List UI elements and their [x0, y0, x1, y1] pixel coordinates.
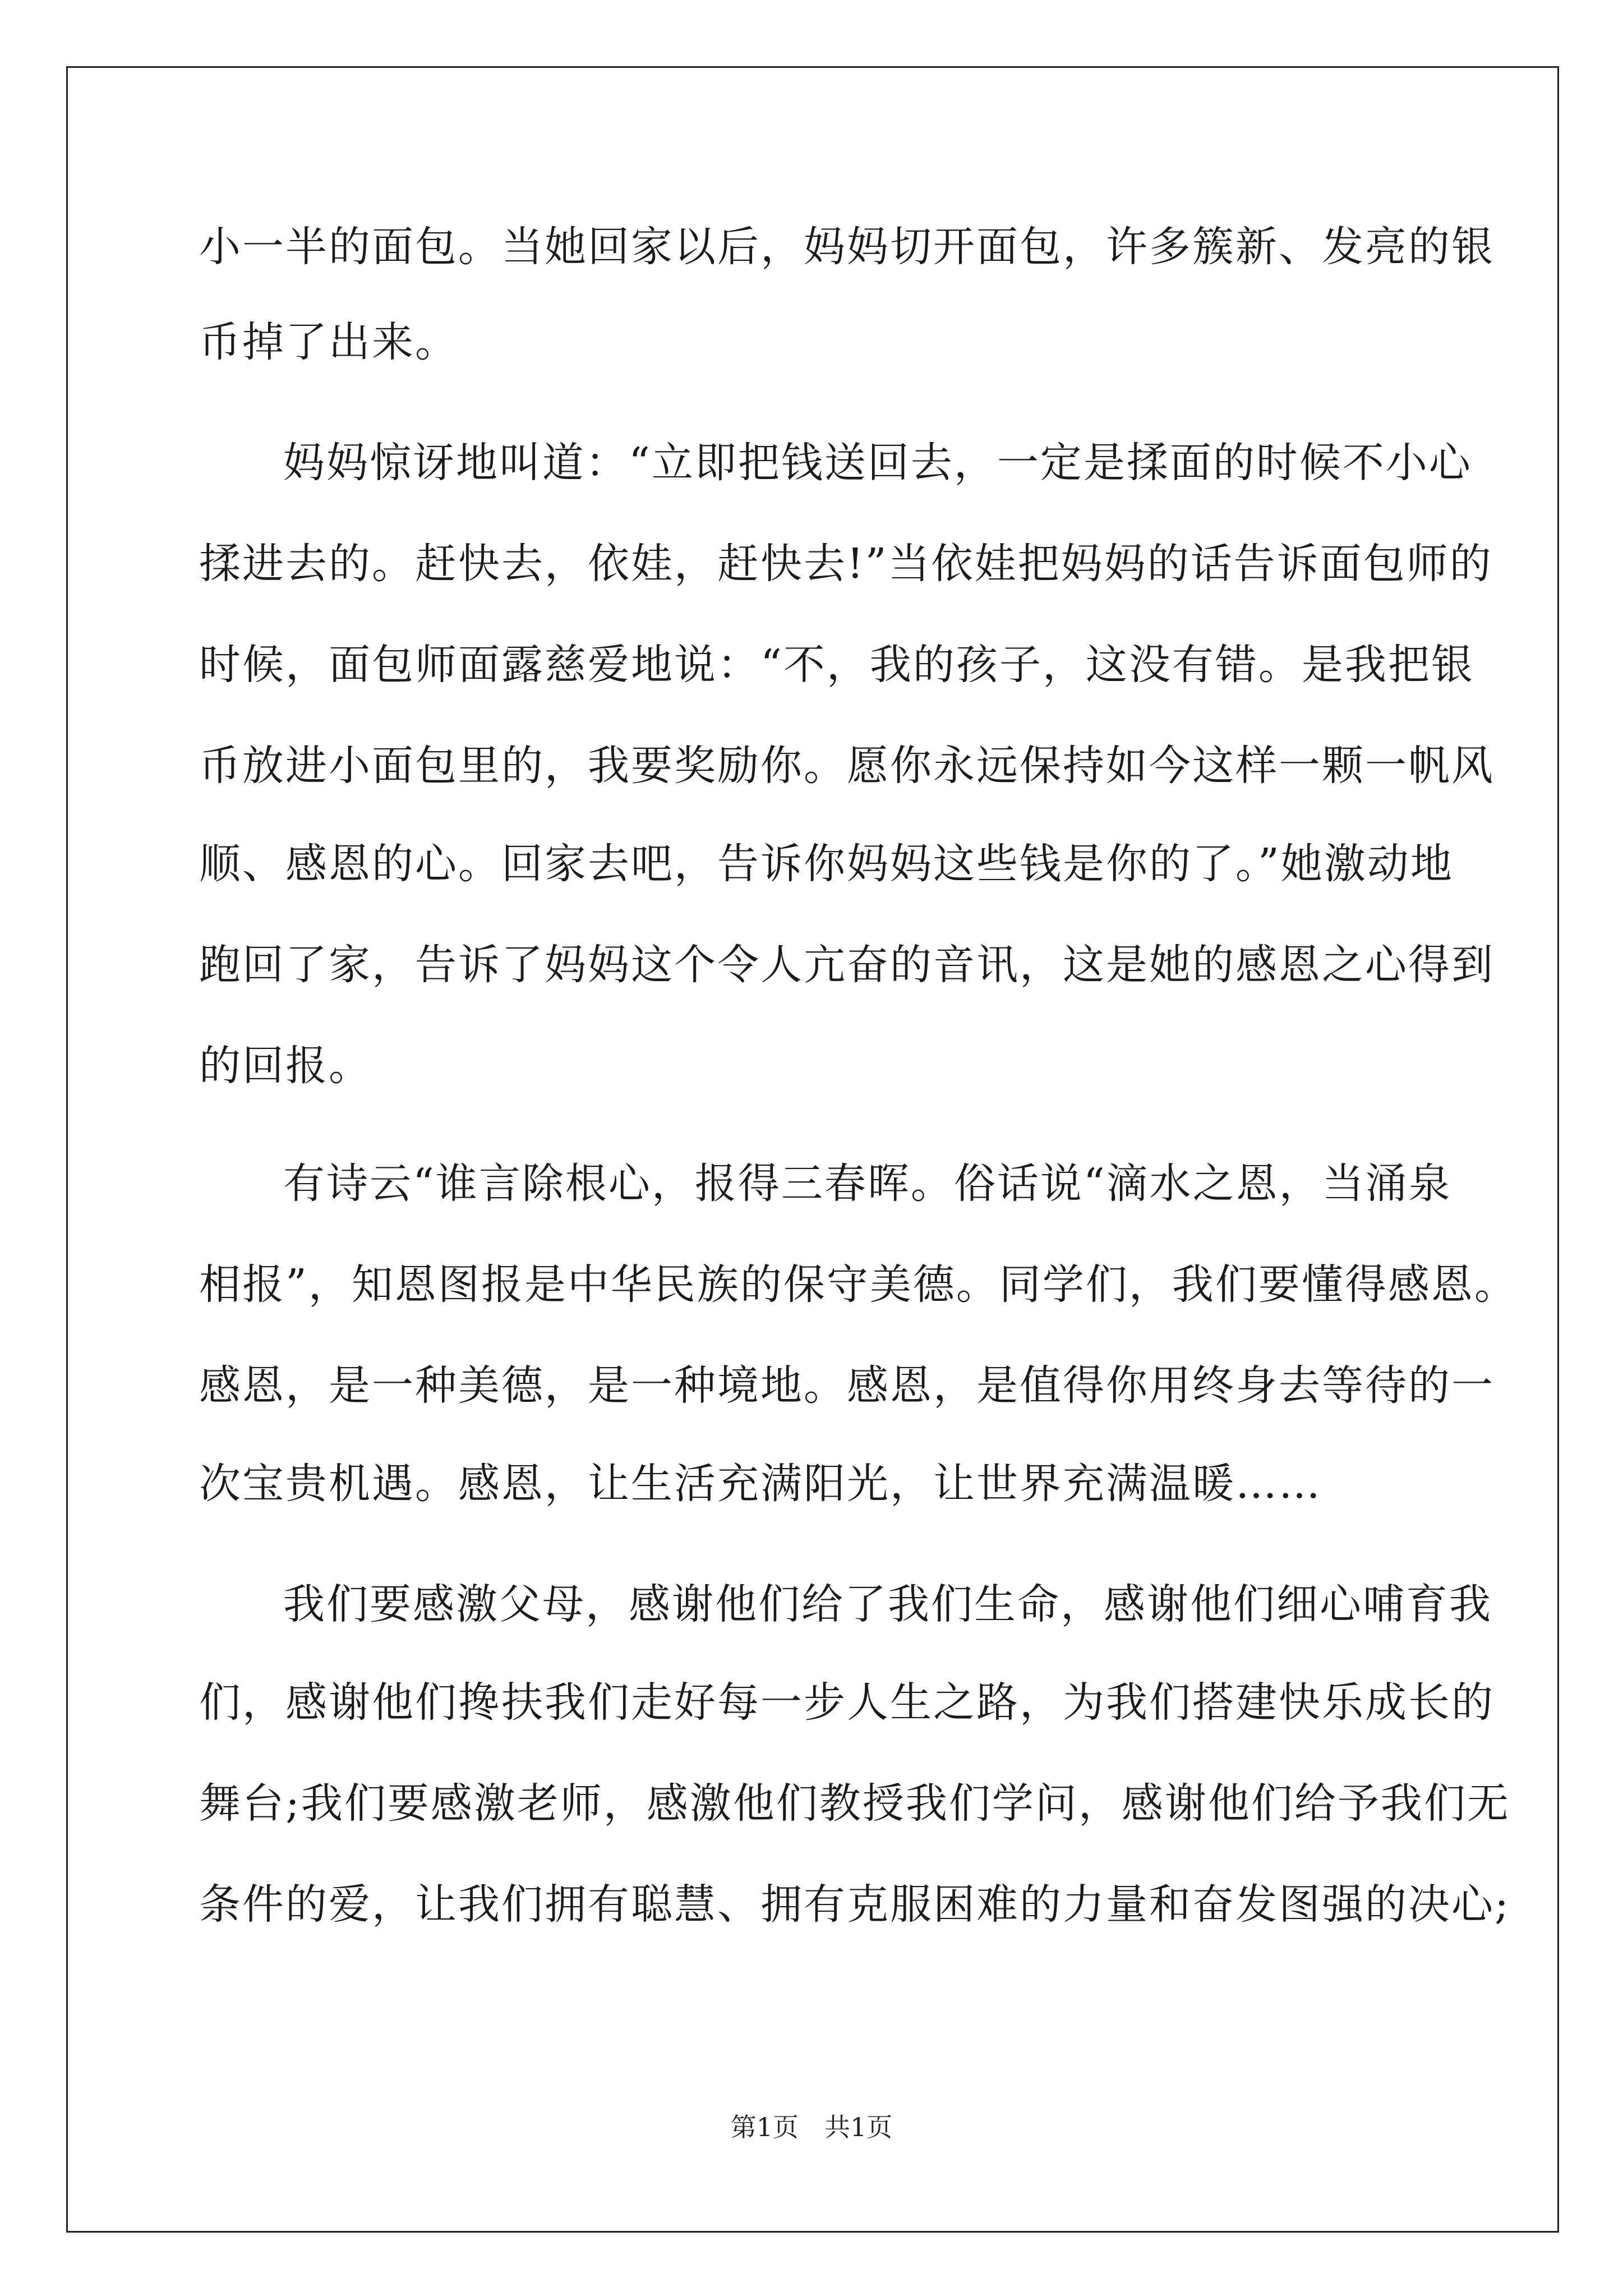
text-line: 条件的爱，让我们拥有聪慧、拥有克服困难的力量和奋发图强的决心; [199, 1880, 1510, 1929]
text-line: 相报”，知恩图报是中华民族的保守美德。同学们，我们要懂得感恩。 [199, 1260, 1518, 1309]
text-line: 跑回了家，告诉了妈妈这个令人亢奋的音讯，这是她的感恩之心得到 [199, 941, 1495, 989]
text-line: 顺、感恩的心。回家去吧，告诉你妈妈这些钱是你的了。”她激动地 [199, 840, 1454, 888]
page-number-footer: 第1页 共1页 [730, 2112, 893, 2142]
text-line: 币放进小面包里的，我要奖励你。愿你永远保持如今这样一颗一帆风 [199, 742, 1495, 790]
text-line: 感恩，是一种美德，是一种境地。感恩，是值得你用终身去等待的一 [199, 1361, 1495, 1410]
text-line: 揉进去的。赶快去，依娃，赶快去!”当依娃把妈妈的话告诉面包师的 [199, 540, 1493, 588]
paragraph-start-line: 有诗云“谁言除根心，报得三春晖。俗话说“滴水之恩，当涌泉 [283, 1159, 1452, 1208]
text-line: 时候，面包师面露慈爱地说：“不，我的孩子，这没有错。是我把银 [199, 641, 1474, 689]
text-line: 们，感谢他们搀扶我们走好每一步人生之路，为我们搭建快乐成长的 [199, 1678, 1495, 1727]
paragraph-start-line: 我们要感激父母，感谢他们给了我们生命，感谢他们细心哺育我 [283, 1580, 1492, 1628]
text-line: 舞台;我们要感激老师，感激他们教授我们学问，感谢他们给予我们无 [199, 1779, 1510, 1828]
text-line: 币掉了出来。 [199, 318, 458, 366]
text-line: 小一半的面包。当她回家以后，妈妈切开面包，许多簇新、发亮的银 [199, 223, 1495, 271]
text-line: 的回报。 [199, 1042, 372, 1090]
paragraph-start-line: 妈妈惊讶地叫道：“立即把钱送回去，一定是揉面的时候不小心 [283, 439, 1472, 487]
text-line: 次宝贵机遇。感恩，让生活充满阳光，让世界充满温暖…… [199, 1460, 1322, 1508]
